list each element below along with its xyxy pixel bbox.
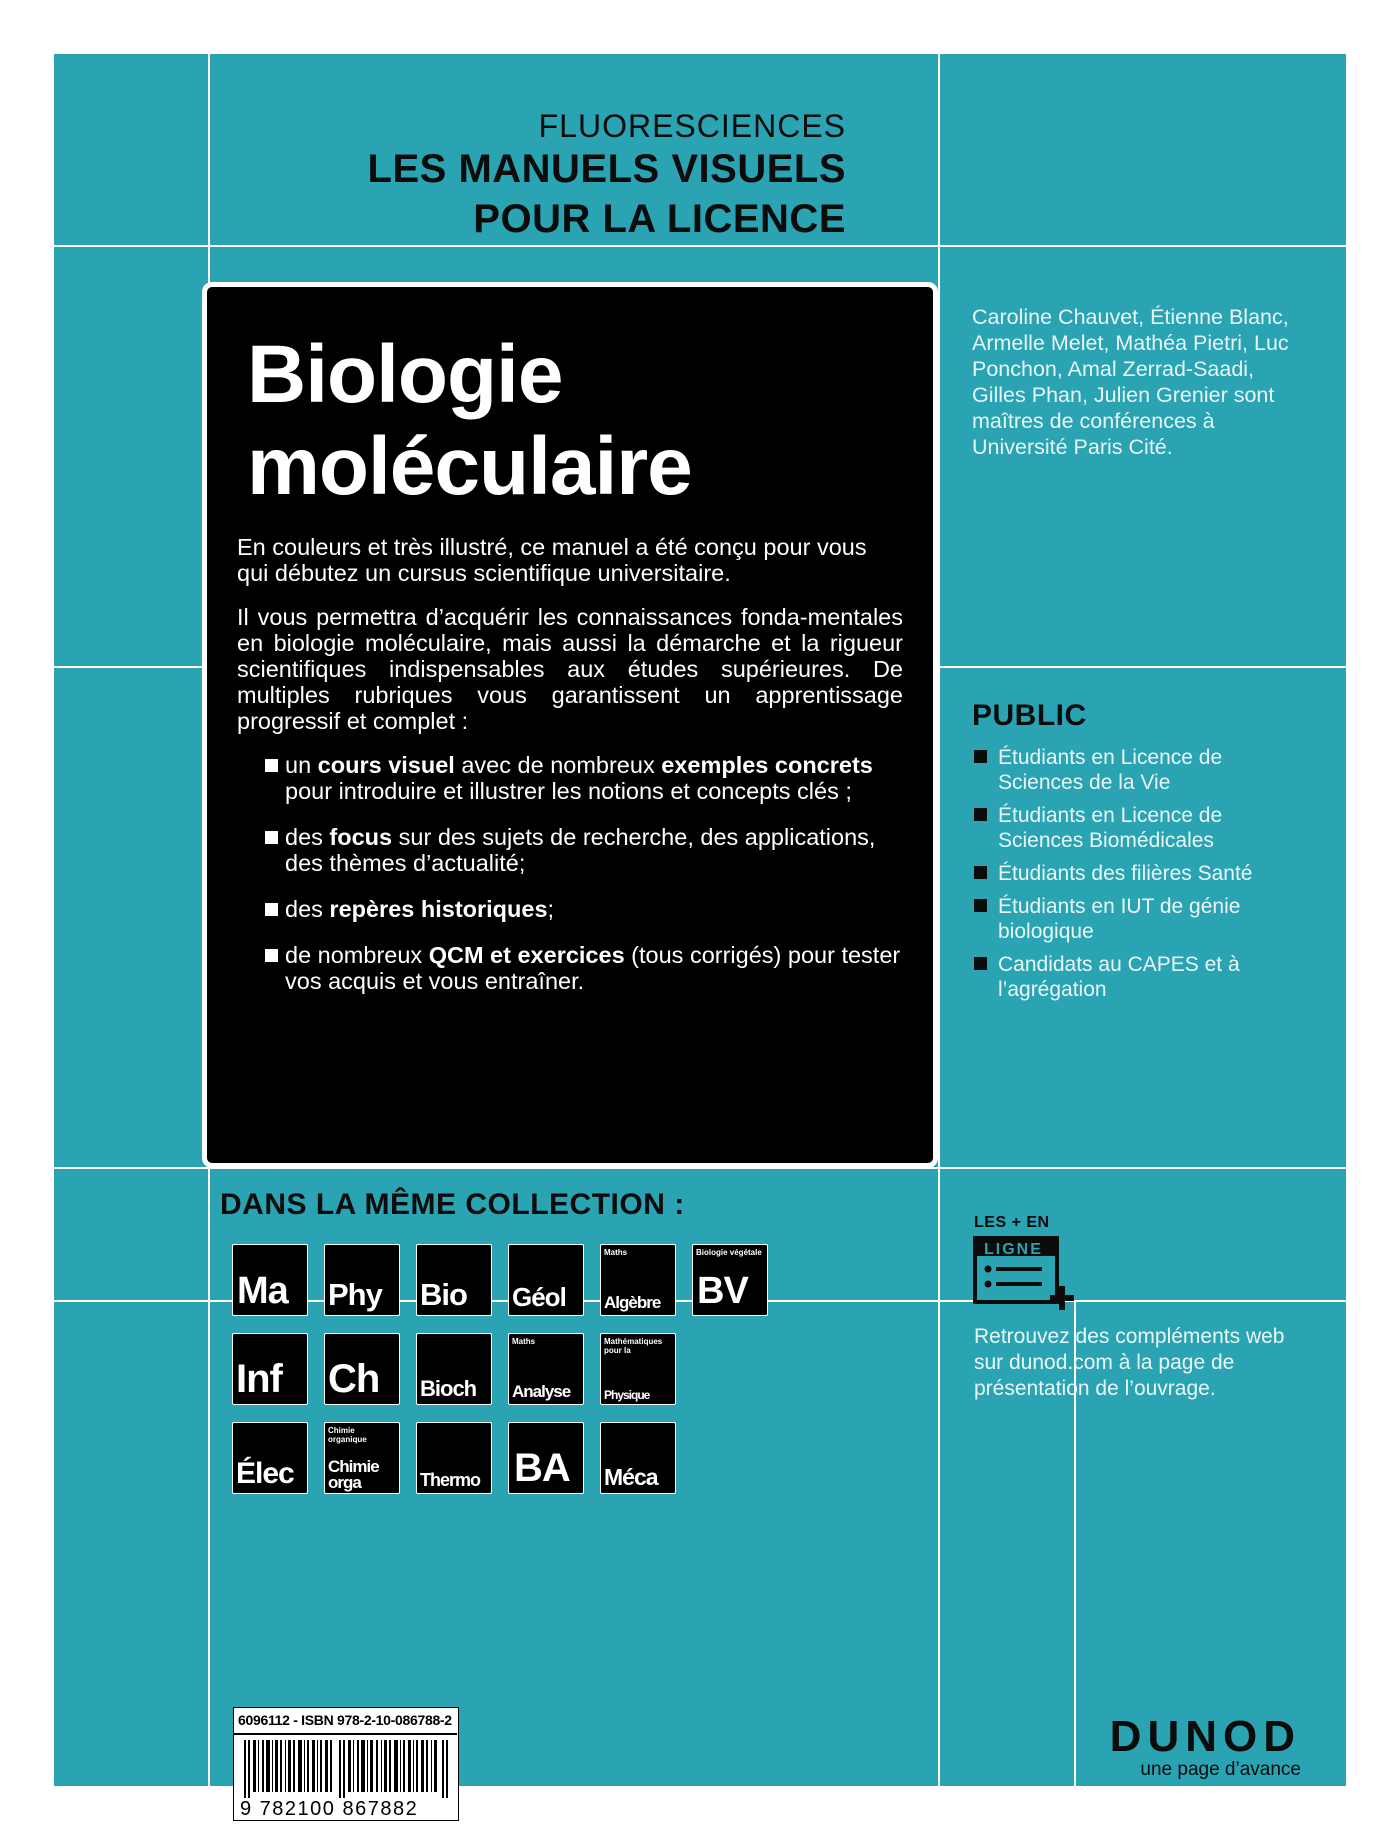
online-label-ligne: LIGNE [984,1241,1043,1258]
collection-tile [232,1244,308,1316]
feature-bullet [237,896,903,922]
collection-tile [232,1422,308,1494]
bullet-text: des [285,824,330,850]
collection-tile [600,1333,676,1405]
description-text [237,534,903,1014]
bullet-square-icon [974,808,987,821]
public-item [972,745,1312,795]
public-item-text: Étudiants en IUT de génie biologique [998,895,1241,943]
series-subtitle-line1: LES MANUELS VISUELS [367,147,846,191]
isbn-barcode [233,1707,459,1821]
description-paragraph: En couleurs et très illustré, ce manuel a été conçu pour vous qui débutez un cursus scientifique universitaire. [237,534,867,586]
collection-tile [232,1333,308,1405]
bullet-square-icon [974,957,987,970]
feature-bullet [237,824,903,876]
back-cover [54,54,1346,1820]
tile-label: Chimie orga [328,1457,379,1492]
tile-label: BV [697,1270,748,1312]
tile-label: Physique [604,1388,650,1402]
collection-tile [600,1244,676,1316]
collection-tile [324,1244,400,1316]
bullet-text: de nombreux [285,942,429,968]
bullet-bold: QCM et exercices [428,942,625,968]
collection-tile [416,1244,492,1316]
public-section [972,699,1312,1010]
publisher-logo [1110,1714,1301,1780]
bullet-text: (tous corrigés) pour tester vos acquis et vous entraîner. [285,942,901,994]
tile-subject: Maths [512,1337,536,1346]
tile-label: Bio [420,1277,467,1312]
authors-text: Caroline Chauvet, Étienne Blanc, Armelle Melet, Mathéa Pietri, Luc Ponchon, Amal Zerrad-Saadi, Gilles Phan, Julien Grenier sont maîtres de conférences à Université Paris Cité. [972,305,1289,459]
collection-tile [692,1244,768,1316]
public-item-text: Étudiants des filières Santé [998,862,1253,885]
web-document-plus-icon [974,1236,1084,1316]
publisher-name: DUNOD [1109,1712,1301,1761]
tile-label: Analyse [512,1382,571,1401]
grid-line [54,245,1346,247]
collection-tile [508,1422,584,1494]
series-header [368,108,846,244]
isbn-number: 6096112 - ISBN 978-2-10-086788-2 [238,1712,452,1728]
collection-tile [416,1422,492,1494]
public-item-text: Étudiants en Licence de Sciences de la Vie [998,746,1223,794]
tile-label: Méca [604,1464,658,1490]
tile-label: Phy [328,1277,382,1312]
bullet-bold: exemples concrets [661,752,873,778]
bullet-bold: focus [329,824,393,850]
bullet-square-icon [265,903,278,916]
public-heading: PUBLIC [972,699,1087,732]
bullet-text: un [285,752,318,778]
collection-heading: DANS LA MÊME COLLECTION : [220,1188,685,1221]
book-title [247,329,692,513]
bullet-text: avec de nombreux [454,752,662,778]
barcode-number: 9 782100 867882 [240,1798,419,1820]
tile-label: Élec [236,1457,294,1490]
collection-tile [324,1333,400,1405]
bullet-text: pour introduire et illustrer les notions et concepts clés ; [285,778,852,804]
feature-bullet [237,942,903,994]
online-label: LES + EN [974,1214,1050,1231]
bullet-square-icon [265,831,278,844]
tile-label: BA [514,1446,570,1490]
bullet-square-icon [265,949,278,962]
tile-label: Ma [237,1270,288,1312]
publisher-tagline: une page d’avance [1140,1759,1301,1780]
grid-line [938,54,940,1786]
tile-label: Inf [236,1357,282,1401]
description-panel [202,282,938,1168]
tile-label: Algèbre [604,1293,661,1312]
tile-label: Thermo [420,1470,481,1490]
tile-label: Géol [512,1282,566,1312]
tile-subject: Chimie organique [328,1426,367,1444]
collection-tile [416,1333,492,1405]
bullet-square-icon [974,899,987,912]
isbn-divider [234,1733,457,1735]
collection-tile [600,1422,676,1494]
series-name: FLUORESCIENCES [538,108,846,144]
online-text: Retrouvez des compléments web sur dunod.com à la page de présentation de l’ouvrage. [974,1325,1285,1400]
tile-subject: Maths [604,1248,628,1257]
bullet-text: sur des sujets de recherche, des applications, des thèmes d’actualité; [285,824,876,876]
description-paragraph: Il vous permettra d’acquérir les connaissances fonda-mentales en biologie moléculaire, mais aussi la démarche et la rigueur scientifiques indispensables aux études supérieures. De multiples rubriques vous garantissent un apprentissage progressif et complet : [237,604,903,734]
online-resources [974,1214,1304,1402]
public-item-text: Étudiants en Licence de Sciences Biomédicales [998,804,1223,852]
public-item [972,861,1312,886]
public-item-text: Candidats au CAPES et à l’agrégation [998,953,1240,1001]
tile-subject: Biologie végétale [696,1248,762,1257]
tile-label: Bioch [420,1376,477,1401]
series-subtitle-line2: POUR LA LICENCE [473,197,846,241]
bullet-bold: cours visuel [317,752,455,778]
barcode-icon [242,1740,450,1798]
bullet-text: ; [547,896,555,922]
bullet-bold: repères historiques [329,896,548,922]
collection-tile [508,1244,584,1316]
public-item [972,894,1312,944]
collection-tile [508,1333,584,1405]
tile-subject: Mathématiques pour la [604,1337,663,1355]
tile-label: Ch [328,1357,380,1401]
book-title-line2: moléculaire [247,421,692,512]
bullet-text: des [285,896,330,922]
bullet-square-icon [265,759,278,772]
bullet-square-icon [974,750,987,763]
feature-bullet [237,752,903,804]
public-item [972,803,1312,853]
public-item [972,952,1312,1002]
bullet-square-icon [974,866,987,879]
collection-tile [324,1422,400,1494]
book-title-line1: Biologie [247,329,563,420]
